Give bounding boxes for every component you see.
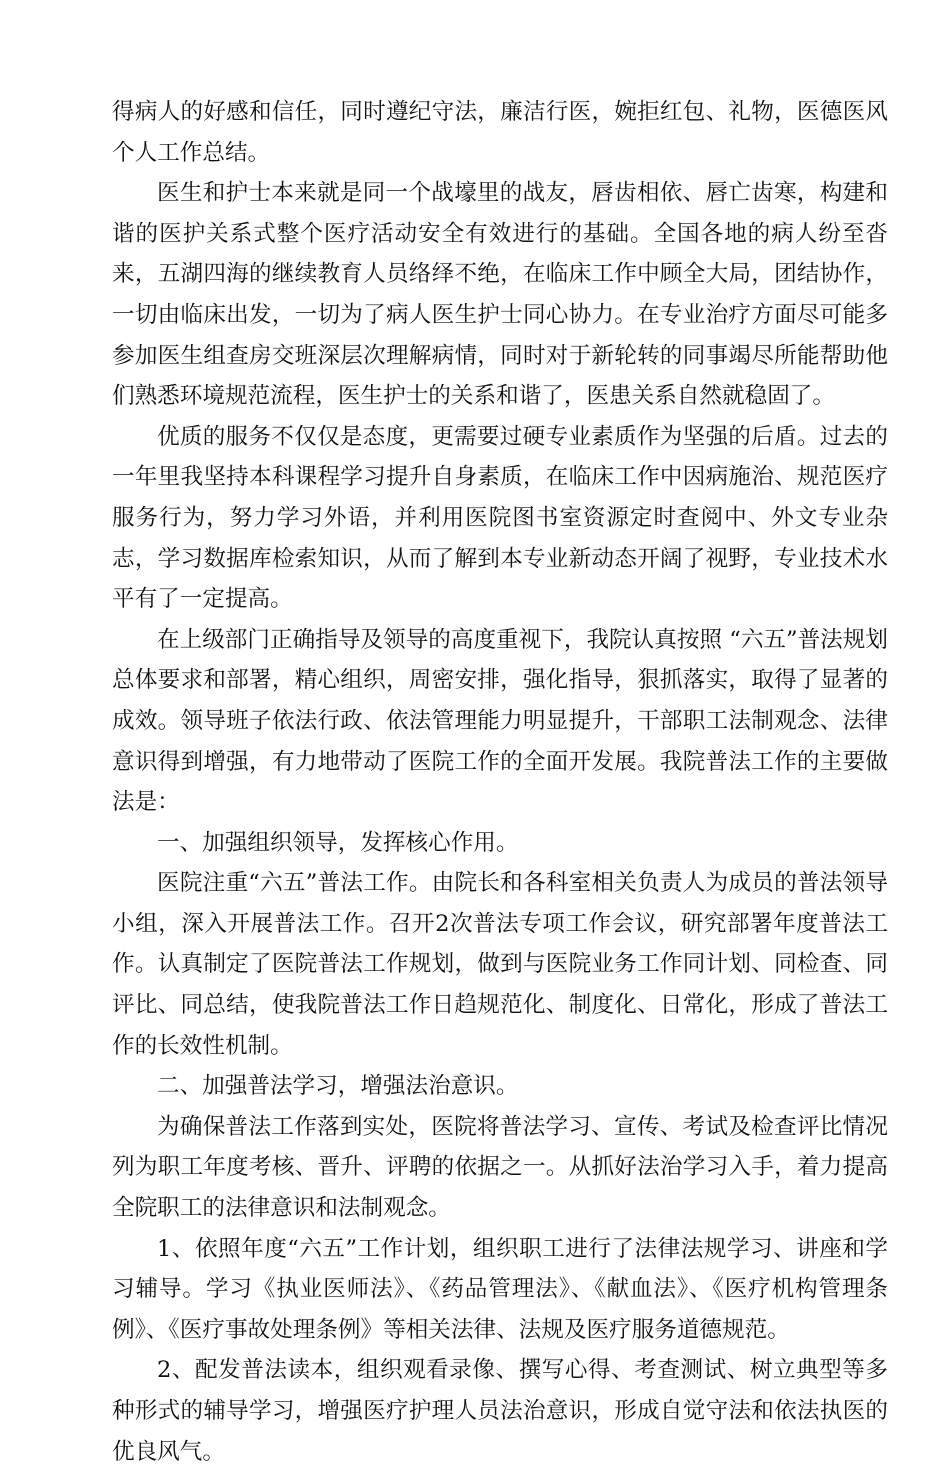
list-item: 1、依照年度“六五”工作计划，组织职工进行了法律法规学习、讲座和学习辅导。学习《执业医师法》、《药品管理法》、《献血法》、《医疗机构管理条例》、《医疗事故处理条例》等相关法律、法规及医疗服务道德规范。 xyxy=(112,1235,888,1343)
section-heading: 一、加强组织领导，发挥核心作用。 xyxy=(157,829,519,856)
paragraph: 优质的服务不仅仅是态度，更需要过硬专业素质作为坚强的后盾。过去的一年里我坚持本科课程学习提升自身素质，在临床工作中因病施治、规范医疗服务行为，努力学习外语，并利用医院图书室资源定时查阅中、外文专业杂志，学习数据库检索知识，从而了解到本专业新动态开阔了视野，专业技术水平有了一定提高。 xyxy=(112,423,888,613)
paragraph: 为确保普法工作落到实处，医院将普法学习、宣传、考试及检查评比情况列为职工年度考核、晋升、评聘的依据之一。从抓好法治学习入手，着力提高全院职工的法律意识和法制观念。 xyxy=(112,1113,888,1222)
paragraph: 得病人的好感和信任，同时遵纪守法，廉洁行医，婉拒红包、礼物，医德医风个人工作总结。 xyxy=(112,99,888,166)
list-item: 2、配发普法读本，组织观看录像、撰写心得、考查测试、树立典型等多种形式的辅导学习，增强医疗护理人员法治意识，形成自觉守法和依法执医的优良风气。 xyxy=(112,1357,888,1465)
section-heading: 二、加强普法学习，增强法治意识。 xyxy=(157,1073,519,1100)
paragraph: 医院注重“六五”普法工作。由院长和各科室相关负责人为成员的普法领导小组，深入开展普法工作。召开2次普法专项工作会议，研究部署年度普法工作。认真制定了医院普法工作规划，做到与医院业务工作同计划、同检查、同评比、同总结，使我院普法工作日趋规范化、制度化、日常化，形成了普法工作的长效性机制。 xyxy=(112,870,888,1059)
document-body xyxy=(112,92,888,1472)
paragraph: 医生和护士本来就是同一个战壕里的战友，唇齿相依、唇亡齿寒，构建和谐的医护关系式整个医疗活动安全有效进行的基础。全国各地的病人纷至沓来，五湖四海的继续教育人员络绎不绝，在临床工作中顾全大局，团结协作，一切由临床出发，一切为了病人医生护士同心协力。在专业治疗方面尽可能多参加医生组查房交班深层次理解病情，同时对于新轮转的同事竭尽所能帮助他们熟悉环境规范流程，医生护士的关系和谐了，医患关系自然就稳固了。 xyxy=(112,180,888,410)
paragraph: 在上级部门正确指导及领导的高度重视下，我院认真按照 “六五”普法规划总体要求和部署，精心组织，周密安排，强化指导，狠抓落实，取得了显著的成效。领导班子依法行政、依法管理能力明显提升，干部职工法制观念、法律意识得到增强，有力地带动了医院工作的全面开发展。我院普法工作的主要做法是： xyxy=(112,626,888,816)
